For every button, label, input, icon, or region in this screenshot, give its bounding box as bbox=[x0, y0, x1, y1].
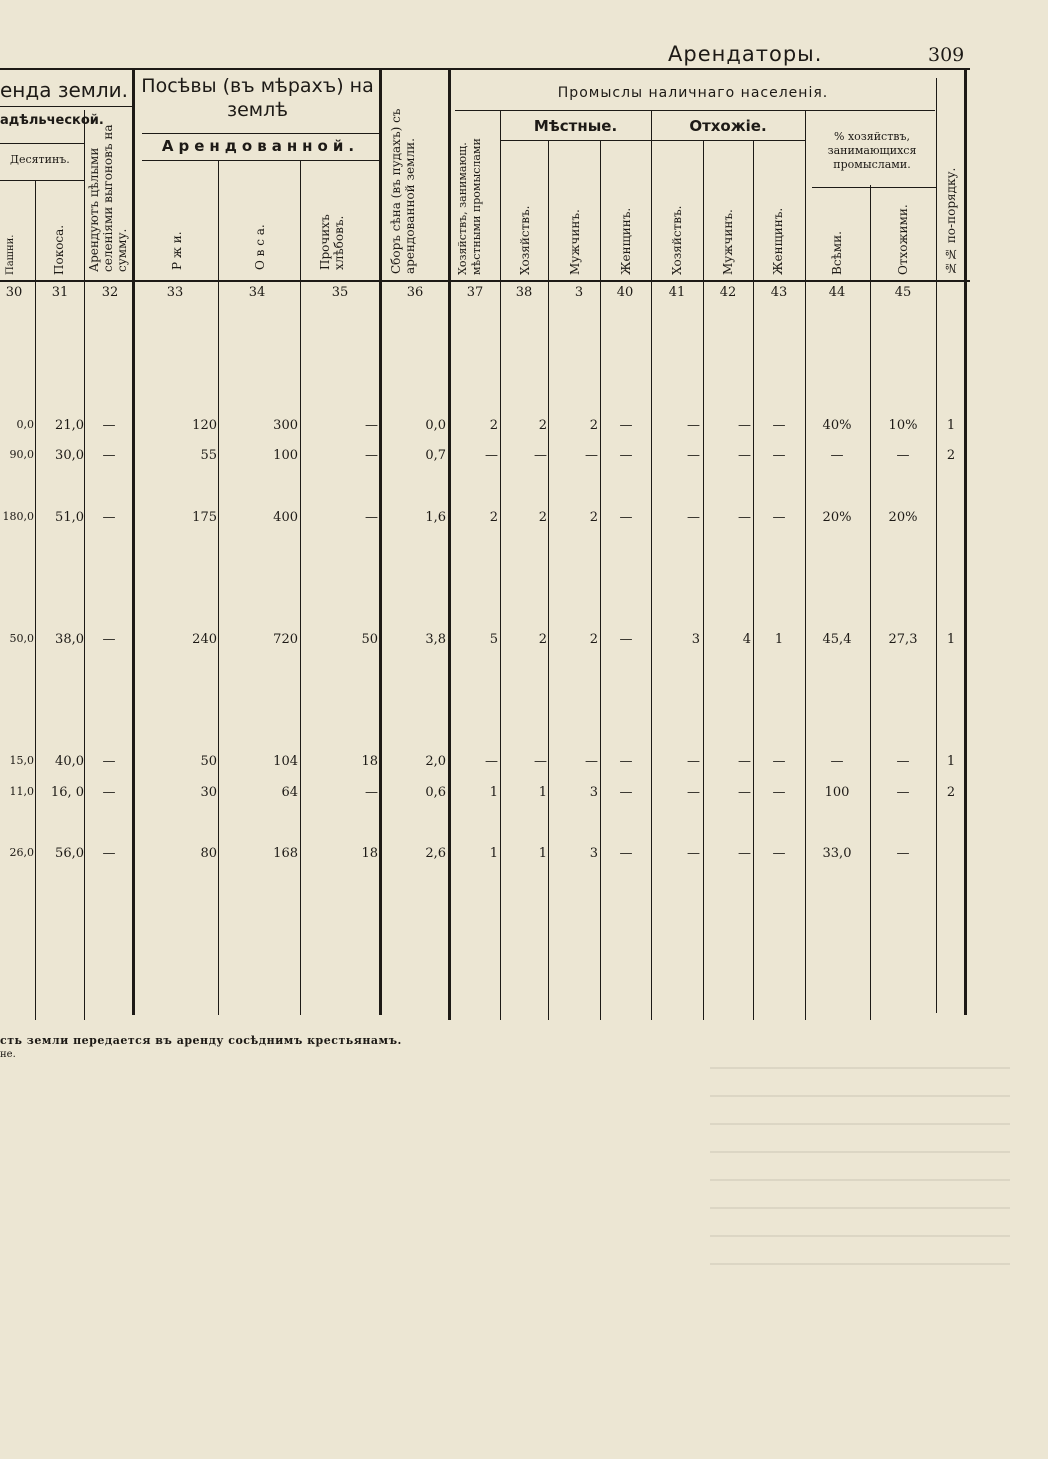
col-rule bbox=[870, 185, 871, 1020]
table-cell: — bbox=[687, 785, 700, 800]
table-cell: 2 bbox=[489, 418, 498, 433]
col-rule bbox=[448, 70, 451, 1020]
table-cell: 40,0 bbox=[55, 754, 84, 769]
table-cell: 30,0 bbox=[55, 448, 84, 463]
table-cell: 20% bbox=[888, 510, 918, 525]
col-header-37: Хозяйствъ, занимающ. мѣстными промыслами bbox=[456, 138, 483, 275]
header-rule bbox=[500, 140, 805, 141]
col-number: 40 bbox=[616, 285, 634, 300]
trades-group-header: Промыслы наличнаго населенія. bbox=[557, 85, 829, 101]
col-header-33: Р ж и. bbox=[170, 231, 184, 270]
table-cell: 18 bbox=[361, 846, 378, 861]
table-cell: 2 bbox=[589, 632, 598, 647]
table-cell: 0,6 bbox=[425, 785, 446, 800]
header-rule bbox=[455, 110, 935, 111]
table-cell: 40% bbox=[822, 418, 852, 433]
table-cell: — bbox=[896, 846, 910, 861]
table-cell: — bbox=[896, 754, 910, 769]
table-cell: — bbox=[365, 448, 378, 463]
col-header-38: Хозяйствъ. bbox=[518, 205, 532, 275]
col-rule bbox=[964, 70, 967, 1015]
col-header-44: Всѣми. bbox=[830, 231, 844, 275]
table-cell: — bbox=[619, 846, 633, 861]
table-cell: 50 bbox=[361, 632, 378, 647]
col-rule bbox=[300, 160, 301, 1015]
col-header-35: Прочихъ хлѣбовъ. bbox=[318, 214, 346, 270]
table-cell: 2,6 bbox=[425, 846, 446, 861]
col-rule bbox=[548, 140, 549, 1020]
table-cell: 18 bbox=[361, 754, 378, 769]
col-number: 35 bbox=[331, 285, 349, 300]
col-rule bbox=[132, 70, 135, 1015]
col-number: 3 bbox=[574, 285, 584, 300]
table-cell: 1 bbox=[946, 418, 956, 433]
sowing-group-header: Посѣвы (въ мѣрахъ) на землѣ bbox=[141, 75, 374, 121]
table-cell: — bbox=[365, 785, 378, 800]
page-title: Арендаторы. bbox=[668, 42, 823, 66]
table-cell: 720 bbox=[273, 632, 298, 647]
table-cell: 21,0 bbox=[55, 418, 84, 433]
table-cell: — bbox=[485, 448, 498, 463]
table-cell: — bbox=[619, 785, 633, 800]
table-cell: 90,0 bbox=[9, 448, 34, 461]
header-rule bbox=[0, 106, 132, 107]
header-rule bbox=[0, 180, 84, 181]
header-rule bbox=[812, 187, 936, 188]
table-cell: — bbox=[738, 754, 751, 769]
table-cell: — bbox=[485, 754, 498, 769]
table-cell: 2 bbox=[538, 632, 547, 647]
col-header-40: Женщинъ. bbox=[619, 207, 633, 275]
table-cell: 240 bbox=[192, 632, 217, 647]
table-cell: 2 bbox=[946, 785, 956, 800]
table-cell: 11,0 bbox=[9, 785, 34, 798]
table-cell: 56,0 bbox=[55, 846, 84, 861]
table-cell: 10% bbox=[888, 418, 918, 433]
header-rule bbox=[142, 160, 379, 161]
table-cell: — bbox=[619, 754, 633, 769]
table-cell: — bbox=[772, 418, 786, 433]
table-cell: — bbox=[687, 754, 700, 769]
table-cell: 0,0 bbox=[16, 418, 34, 431]
table-cell: — bbox=[687, 510, 700, 525]
col-number: 37 bbox=[466, 285, 484, 300]
col-number: 34 bbox=[248, 285, 266, 300]
col-header-42: Мужчинъ. bbox=[721, 209, 735, 275]
table-cell: 1 bbox=[489, 846, 498, 861]
col-rule bbox=[500, 110, 501, 1020]
col-number: 41 bbox=[668, 285, 686, 300]
table-cell: — bbox=[738, 785, 751, 800]
col-rule bbox=[379, 70, 382, 1015]
col-rule bbox=[703, 140, 704, 1020]
table-cell: 180,0 bbox=[2, 510, 34, 523]
table-cell: 168 bbox=[273, 846, 298, 861]
table-cell: 1 bbox=[538, 846, 547, 861]
table-cell: — bbox=[896, 448, 910, 463]
table-cell: 2 bbox=[589, 418, 598, 433]
table-cell: 38,0 bbox=[55, 632, 84, 647]
table-cell: — bbox=[585, 754, 598, 769]
table-cell: — bbox=[619, 448, 633, 463]
table-cell: 3 bbox=[589, 846, 598, 861]
table-cell: 0,0 bbox=[425, 418, 446, 433]
col-header-30: Пашни. bbox=[5, 234, 16, 275]
col-number: 45 bbox=[894, 285, 912, 300]
table-cell: 64 bbox=[281, 785, 298, 800]
col-rule bbox=[805, 110, 806, 1020]
table-cell: — bbox=[896, 785, 910, 800]
table-cell: 27,3 bbox=[888, 632, 918, 647]
header-rule bbox=[142, 133, 379, 134]
header-rule bbox=[0, 143, 84, 144]
table-cell: — bbox=[102, 632, 116, 647]
footnote: не. bbox=[0, 1049, 16, 1060]
table-cell: — bbox=[534, 754, 547, 769]
col-number: 38 bbox=[515, 285, 533, 300]
col-header-34: О в с а. bbox=[253, 224, 267, 270]
table-cell: 26,0 bbox=[9, 846, 34, 859]
table-cell: — bbox=[102, 510, 116, 525]
col-rule bbox=[218, 160, 219, 1015]
table-cell: — bbox=[534, 448, 547, 463]
table-cell: 4 bbox=[742, 632, 751, 647]
table-cell: 80 bbox=[200, 846, 217, 861]
table-cell: — bbox=[772, 785, 786, 800]
table-cell: 3 bbox=[589, 785, 598, 800]
table-cell: 1,6 bbox=[425, 510, 446, 525]
col-rule bbox=[35, 180, 36, 1020]
col-header-39: Мужчинъ. bbox=[568, 209, 582, 275]
table-cell: — bbox=[102, 418, 116, 433]
table-cell: 400 bbox=[273, 510, 298, 525]
table-cell: 15,0 bbox=[9, 754, 34, 767]
col-number: 43 bbox=[770, 285, 788, 300]
col-number: 32 bbox=[101, 285, 119, 300]
table-cell: 1 bbox=[538, 785, 547, 800]
table-cell: 104 bbox=[273, 754, 298, 769]
table-cell: 1 bbox=[774, 632, 784, 647]
col-number: 33 bbox=[166, 285, 184, 300]
table-cell: — bbox=[830, 754, 844, 769]
table-cell: 51,0 bbox=[55, 510, 84, 525]
rent-group-header: енда земли. bbox=[0, 78, 128, 102]
col-header-41: Хозяйствъ. bbox=[670, 205, 684, 275]
table-cell: 33,0 bbox=[822, 846, 852, 861]
table-cell: 2 bbox=[946, 448, 956, 463]
table-cell: — bbox=[102, 448, 116, 463]
table-cell: — bbox=[738, 418, 751, 433]
table-cell: — bbox=[772, 846, 786, 861]
table-cell: 1 bbox=[489, 785, 498, 800]
table-cell: 175 bbox=[192, 510, 217, 525]
col-rule bbox=[600, 140, 601, 1020]
col-header-31: Покоса. bbox=[52, 224, 66, 275]
table-cell: — bbox=[619, 418, 633, 433]
table-cell: 1 bbox=[946, 754, 956, 769]
col-header-36: Сборъ сѣна (въ пудахъ) съ арендованной земли. bbox=[389, 108, 417, 274]
bleed-through-text bbox=[710, 1065, 1010, 1265]
table-cell: — bbox=[772, 510, 786, 525]
col-number: 36 bbox=[406, 285, 424, 300]
table-cell: — bbox=[365, 418, 378, 433]
col-rule bbox=[651, 110, 652, 1020]
header-bottom-rule bbox=[0, 280, 970, 282]
table-cell: 2 bbox=[538, 510, 547, 525]
table-cell: 1 bbox=[946, 632, 956, 647]
desyatin-subheader: Десятинъ. bbox=[10, 153, 70, 166]
table-cell: — bbox=[738, 448, 751, 463]
col-header-45: Отхожими. bbox=[896, 204, 910, 275]
table-cell: — bbox=[585, 448, 598, 463]
table-cell: 2 bbox=[589, 510, 598, 525]
footnote: сть земли передается въ аренду сосѣднимъ крестьянамъ. bbox=[0, 1034, 402, 1047]
table-cell: — bbox=[738, 510, 751, 525]
col-number: 30 bbox=[5, 285, 23, 300]
outgoing-subheader: Отхожіе. bbox=[689, 117, 767, 135]
table-cell: — bbox=[687, 448, 700, 463]
table-cell: 45,4 bbox=[822, 632, 852, 647]
table-cell: 100 bbox=[824, 785, 850, 800]
col-number: 44 bbox=[828, 285, 846, 300]
table-cell: — bbox=[102, 785, 116, 800]
rented-subheader: Арендованной. bbox=[161, 137, 360, 155]
col-rule bbox=[753, 140, 754, 1020]
table-cell: 2,0 bbox=[425, 754, 446, 769]
col-header-32: Арендуютъ цѣлыми селеніями выгоновъ на сумму. bbox=[87, 124, 129, 272]
local-subheader: Мѣстные. bbox=[533, 117, 618, 135]
table-cell: 50,0 bbox=[9, 632, 34, 645]
table-cell: 3 bbox=[691, 632, 700, 647]
table-cell: — bbox=[365, 510, 378, 525]
table-cell: — bbox=[619, 632, 633, 647]
col-rule bbox=[936, 78, 937, 1013]
table-top-rule bbox=[0, 68, 970, 70]
table-cell: 20% bbox=[822, 510, 852, 525]
table-cell: 30 bbox=[200, 785, 217, 800]
table-cell: 3,8 bbox=[425, 632, 446, 647]
col-header-43: Женщинъ. bbox=[771, 207, 785, 275]
table-cell: 2 bbox=[538, 418, 547, 433]
table-cell: — bbox=[830, 448, 844, 463]
table-cell: 100 bbox=[273, 448, 298, 463]
table-cell: 0,7 bbox=[425, 448, 446, 463]
col-number: 42 bbox=[719, 285, 737, 300]
table-cell: 50 bbox=[200, 754, 217, 769]
col-header-46: №№ по-порядку. bbox=[944, 167, 958, 275]
table-cell: 5 bbox=[489, 632, 498, 647]
table-cell: 2 bbox=[489, 510, 498, 525]
col-number: 31 bbox=[51, 285, 69, 300]
allotment-subheader: адѣльческой. bbox=[0, 113, 104, 128]
table-cell: 55 bbox=[200, 448, 217, 463]
table-cell: — bbox=[687, 846, 700, 861]
table-cell: — bbox=[619, 510, 633, 525]
table-cell: — bbox=[738, 846, 751, 861]
page-number: 309 bbox=[928, 44, 965, 66]
table-cell: 300 bbox=[273, 418, 298, 433]
table-cell: — bbox=[102, 846, 116, 861]
table-cell: — bbox=[102, 754, 116, 769]
table-cell: — bbox=[772, 754, 786, 769]
table-cell: 16, 0 bbox=[50, 785, 84, 800]
table-cell: — bbox=[772, 448, 786, 463]
percent-subheader: % хозяйствъ, занимающихся промыслами. bbox=[827, 130, 917, 171]
col-rule bbox=[84, 110, 85, 1020]
table-cell: 120 bbox=[192, 418, 217, 433]
table-cell: — bbox=[687, 418, 700, 433]
